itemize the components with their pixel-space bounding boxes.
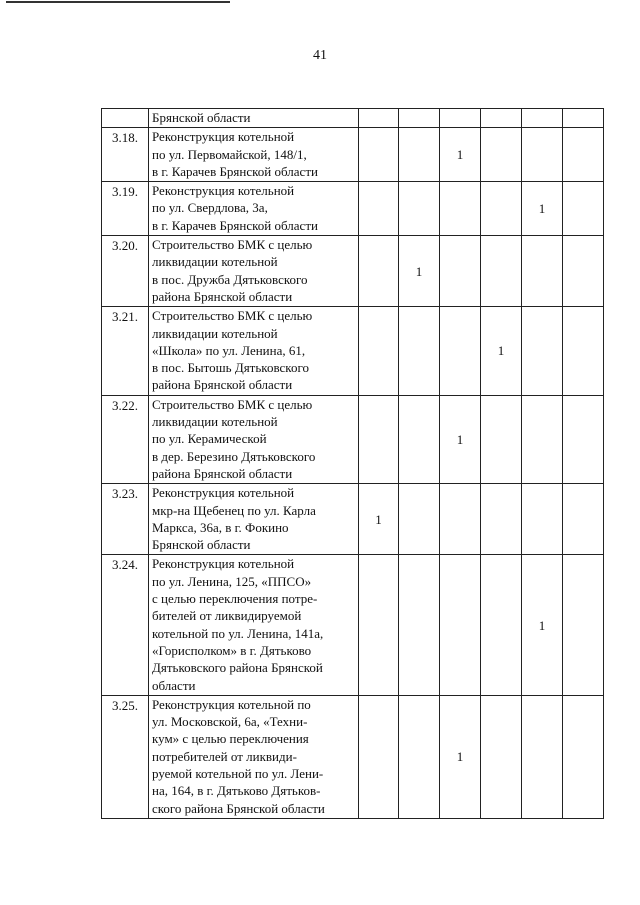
- description-line: Строительство БМК с целью: [152, 308, 313, 324]
- description-line: бителей от ликвидируемой: [152, 608, 302, 624]
- table-row: [102, 109, 604, 128]
- description-line: Реконструкция котельной: [152, 485, 295, 501]
- description-line: Реконструкция котельной: [152, 129, 295, 145]
- year-mark-cell: [563, 128, 604, 182]
- header-rule: [6, 1, 230, 3]
- year-mark-cell: [399, 484, 440, 555]
- description-line: Реконструкция котельной по: [152, 696, 311, 712]
- year-mark-cell: 1: [440, 395, 481, 484]
- table-row: [102, 484, 604, 555]
- description-line: кум» с целью переключения: [152, 731, 309, 747]
- year-mark-cell: [481, 555, 522, 695]
- year-mark-cell: [399, 555, 440, 695]
- year-mark-cell: [359, 555, 399, 695]
- description-line: Брянской области: [152, 537, 251, 553]
- year-mark-cell: 1: [359, 484, 399, 555]
- table-row: [102, 128, 604, 182]
- year-mark-cell: [522, 128, 563, 182]
- description-line: котельной по ул. Ленина, 141а,: [152, 625, 324, 641]
- year-mark-cell: [399, 395, 440, 484]
- year-mark-cell: 1: [522, 182, 563, 236]
- row-description: [149, 395, 359, 484]
- table-row: [102, 555, 604, 695]
- year-mark-cell: [359, 395, 399, 484]
- year-mark-cell: [522, 395, 563, 484]
- table-row: [102, 236, 604, 307]
- year-mark-cell: [399, 182, 440, 236]
- year-mark-cell: [359, 236, 399, 307]
- row-description: [149, 695, 359, 818]
- row-description: [149, 128, 359, 182]
- year-mark-cell: 1: [522, 555, 563, 695]
- year-mark-cell: [522, 109, 563, 128]
- table-row: [102, 695, 604, 818]
- year-mark-cell: [359, 128, 399, 182]
- description-line: Реконструкция котельной: [152, 183, 295, 199]
- year-mark-cell: [563, 395, 604, 484]
- table-body: [102, 109, 604, 819]
- description-line: ского района Брянской области: [152, 800, 325, 816]
- year-mark-cell: [399, 128, 440, 182]
- description-line: области: [152, 677, 196, 693]
- description-line: по ул. Свердлова, 3а,: [152, 200, 268, 216]
- page-number: 41: [313, 48, 327, 63]
- year-mark-cell: [359, 182, 399, 236]
- description-line: в пос. Дружба Дятьковского: [152, 271, 308, 287]
- description-line: с целью переключения потре-: [152, 591, 318, 607]
- year-mark-cell: [440, 182, 481, 236]
- description-line: района Брянской области: [152, 465, 293, 481]
- year-mark-cell: [440, 236, 481, 307]
- year-mark-cell: [522, 236, 563, 307]
- description-line: Строительство БМК с целью: [152, 396, 313, 412]
- year-mark-cell: [359, 109, 399, 128]
- year-mark-cell: [440, 109, 481, 128]
- description-line: Реконструкция котельной: [152, 556, 295, 572]
- year-mark-cell: [522, 484, 563, 555]
- year-mark-cell: [440, 307, 481, 396]
- year-mark-cell: 1: [440, 695, 481, 818]
- description-line: Строительство БМК с целью: [152, 237, 313, 253]
- table-row: [102, 307, 604, 396]
- year-mark-cell: [481, 128, 522, 182]
- year-mark-cell: [563, 182, 604, 236]
- description-line: по ул. Керамической: [152, 431, 267, 447]
- year-mark-cell: [399, 109, 440, 128]
- description-line: Маркса, 36а, в г. Фокино: [152, 519, 289, 535]
- year-mark-cell: [399, 695, 440, 818]
- description-line: «Горисполком» в г. Дятьково: [152, 642, 312, 658]
- description-line: в пос. Бытошь Дятьковского: [152, 360, 309, 376]
- year-mark-cell: [563, 236, 604, 307]
- year-mark-cell: [563, 695, 604, 818]
- description-line: по ул. Первомайской, 148/1,: [152, 146, 307, 162]
- year-mark-cell: [481, 182, 522, 236]
- description-line: «Школа» по ул. Ленина, 61,: [152, 342, 306, 358]
- row-description: [149, 307, 359, 396]
- description-line: потребителей от ликвиди-: [152, 748, 297, 764]
- year-mark-cell: [481, 695, 522, 818]
- year-mark-cell: 1: [481, 307, 522, 396]
- year-mark-cell: [399, 307, 440, 396]
- description-line: в г. Карачев Брянской области: [152, 163, 318, 179]
- year-mark-cell: 1: [399, 236, 440, 307]
- year-mark-cell: [522, 695, 563, 818]
- year-mark-cell: [440, 555, 481, 695]
- year-mark-cell: [481, 395, 522, 484]
- year-mark-cell: [522, 307, 563, 396]
- description-line: ул. Московской, 6а, «Техни-: [152, 714, 308, 730]
- year-mark-cell: [359, 307, 399, 396]
- row-number: 3.20.: [102, 236, 149, 307]
- row-number: [102, 109, 149, 128]
- row-description: [149, 555, 359, 695]
- year-mark-cell: 1: [440, 128, 481, 182]
- year-mark-cell: [563, 109, 604, 128]
- description-line: Дятьковского района Брянской: [152, 660, 323, 676]
- table-row: [102, 395, 604, 484]
- row-description: [149, 182, 359, 236]
- row-number: 3.18.: [102, 128, 149, 182]
- row-description: [149, 236, 359, 307]
- row-number: 3.22.: [102, 395, 149, 484]
- row-number: 3.24.: [102, 555, 149, 695]
- description-line: района Брянской области: [152, 288, 293, 304]
- year-mark-cell: [359, 695, 399, 818]
- description-line: ликвидации котельной: [152, 325, 278, 341]
- description-line: Брянской области: [152, 110, 251, 125]
- description-line: в г. Карачев Брянской области: [152, 217, 318, 233]
- row-number: 3.19.: [102, 182, 149, 236]
- year-mark-cell: [481, 236, 522, 307]
- table-row: [102, 182, 604, 236]
- row-description: [149, 484, 359, 555]
- year-mark-cell: [563, 307, 604, 396]
- description-line: ликвидации котельной: [152, 254, 278, 270]
- description-line: ликвидации котельной: [152, 414, 278, 430]
- works-table: [101, 108, 604, 819]
- description-line: по ул. Ленина, 125, «ППСО»: [152, 573, 312, 589]
- description-line: в дер. Березино Дятьковского: [152, 448, 316, 464]
- row-description: [149, 109, 359, 128]
- row-number: 3.23.: [102, 484, 149, 555]
- description-line: района Брянской области: [152, 377, 293, 393]
- year-mark-cell: [440, 484, 481, 555]
- year-mark-cell: [481, 109, 522, 128]
- description-line: мкр-на Щебенец по ул. Карла: [152, 502, 316, 518]
- row-number: 3.21.: [102, 307, 149, 396]
- year-mark-cell: [563, 555, 604, 695]
- description-line: на, 164, в г. Дятьково Дятьков-: [152, 783, 321, 799]
- year-mark-cell: [563, 484, 604, 555]
- description-line: руемой котельной по ул. Лени-: [152, 766, 324, 782]
- year-mark-cell: [481, 484, 522, 555]
- row-number: 3.25.: [102, 695, 149, 818]
